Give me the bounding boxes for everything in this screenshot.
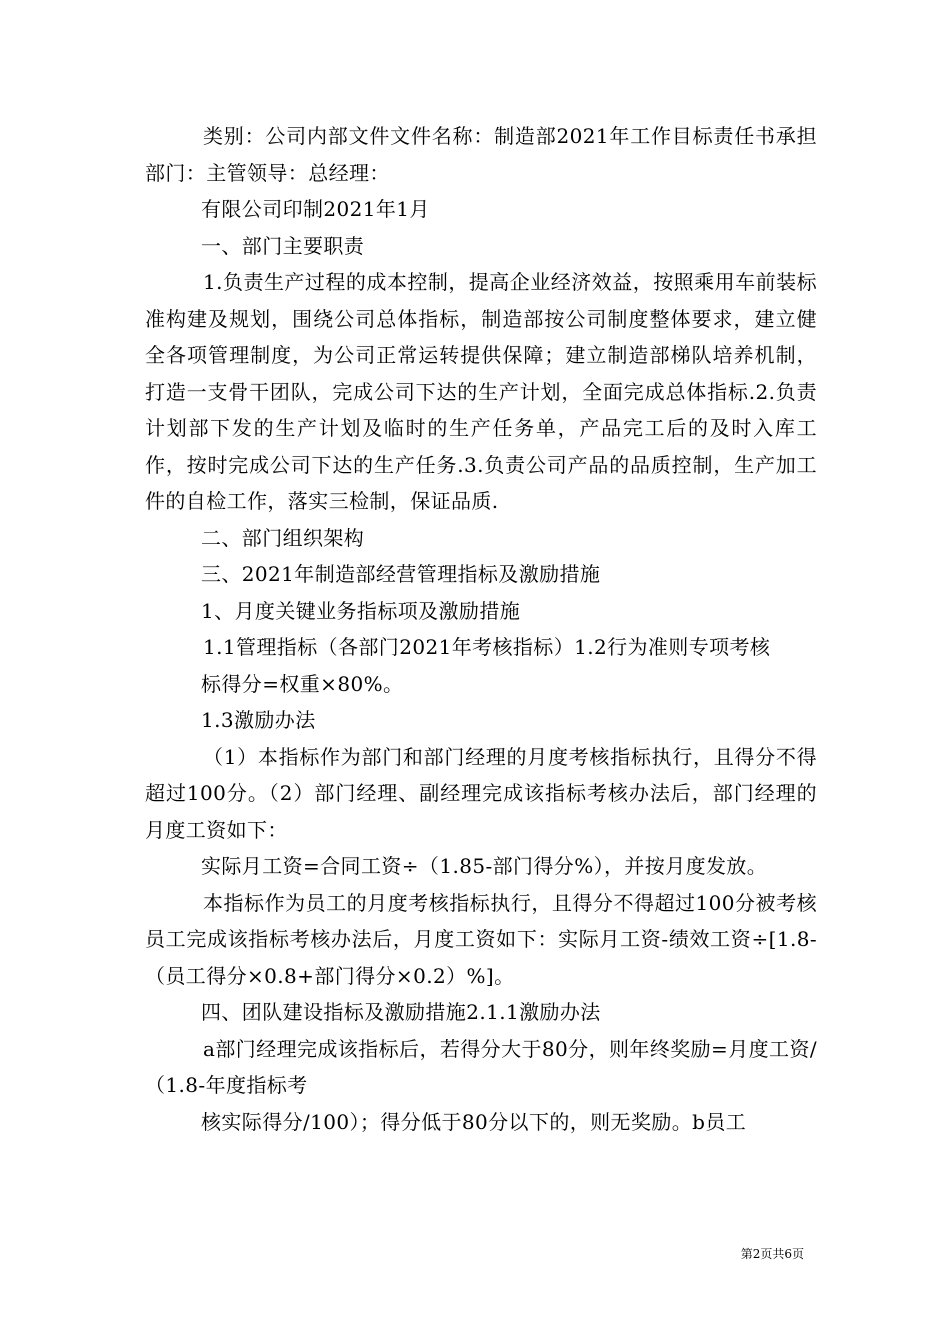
- doc-header-paragraph: 类别：公司内部文件文件名称：制造部2021年工作目标责任书承担部门：主管领导：总经理：: [145, 124, 817, 185]
- bonus-paragraph: a部门经理完成该指标后，若得分大于80分，则年终奖励=月度工资/（1.8-年度指标考: [145, 1036, 817, 1097]
- indicator-paragraph: 1.1管理指标（各部门2021年考核指标）1.2行为准则专项考核: [203, 635, 771, 659]
- section-heading-3: 三、2021年制造部经营管理指标及激励措施: [201, 562, 601, 586]
- section-heading-4: 四、团队建设指标及激励措施2.1.1激励办法: [201, 1000, 601, 1024]
- responsibilities-paragraph: 1.负责生产过程的成本控制，提高企业经济效益，按照乘用车前装标准构建及规划，围绕公司总体指标，制造部按公司制度整体要求，建立健全各项管理制度，为公司正常运转提供保障；建立制造部梯队培养机制，打造一支骨干团队，完成公司下达的生产计划，全面完成总体指标.2.负责计划部下发的生产计划及临时的生产任务单，产品完工后的及时入库工作，按时完成公司下达的生产任务.3.负责公司产品的品质控制，生产加工件的自检工作，落实三检制，保证品质.: [145, 270, 817, 513]
- doc-print-info: 有限公司印制2021年1月: [201, 197, 430, 221]
- incentive-heading: 1.3激励办法: [201, 708, 316, 732]
- section-heading-1: 一、部门主要职责: [201, 233, 365, 258]
- incentive-rule-paragraph: （1）本指标作为部门和部门经理的月度考核指标执行，且得分不得超过100分。（2）部门经理、副经理完成该指标考核办法后，部门经理的月度工资如下：: [145, 744, 817, 842]
- salary-formula: 实际月工资=合同工资÷（1.85-部门得分%），并按月度发放。: [201, 854, 768, 878]
- subsection-heading-1: 1、月度关键业务指标项及激励措施: [201, 598, 521, 623]
- score-formula: 标得分=权重×80%。: [201, 671, 404, 696]
- page-number: 第2页共6页: [740, 1247, 804, 1261]
- document-body: [145, 118, 817, 1140]
- section-heading-2: 二、部门组织架构: [201, 525, 365, 550]
- bonus-continuation: 核实际得分/100）；得分低于80分以下的，则无奖励。b员工: [201, 1109, 747, 1134]
- employee-salary-paragraph: 本指标作为员工的月度考核指标执行，且得分不得超过100分被考核员工完成该指标考核办法后，月度工资如下：实际月工资-绩效工资÷[1.8-（员工得分×0.8+部门得分×0.2）%]。: [145, 890, 817, 988]
